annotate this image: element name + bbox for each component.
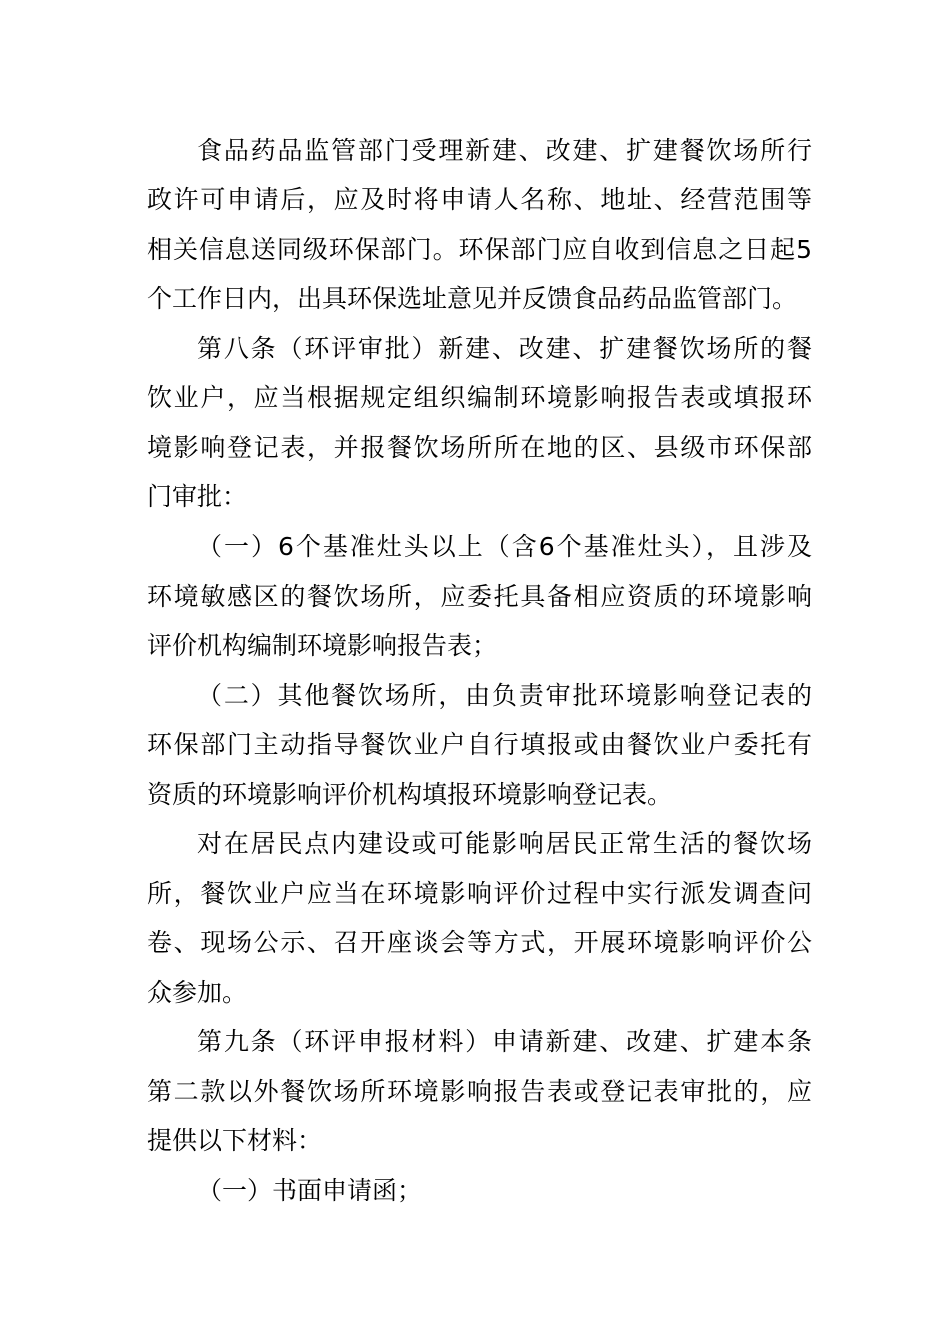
item-1-line: （一）6个基准灶头以上（含6个基准灶头），且涉及	[197, 532, 812, 561]
article-8-line: 门审批：	[147, 482, 248, 511]
article-9-line: 第九条（环评申报材料）申请新建、改建、扩建本条	[197, 1027, 812, 1056]
item-2-line: 环保部门主动指导餐饮业户自行填报或由餐饮业户委托有	[147, 730, 812, 759]
article-8-line: 第八条（环评审批）新建、改建、扩建餐饮场所的餐	[197, 334, 812, 363]
item-2-line: （二）其他餐饮场所，由负责审批环境影响登记表的	[197, 681, 812, 710]
paragraph-line: 相关信息送同级环保部门。环保部门应自收到信息之日起5	[147, 235, 812, 264]
paragraph-line: 个工作日内，出具环保选址意见并反馈食品药品监管部门。	[147, 284, 798, 313]
article-8-line: 境影响登记表，并报餐饮场所所在地的区、县级市环保部	[147, 433, 812, 462]
item-1-line: （一）书面申请函；	[197, 1176, 423, 1205]
paragraph-line: 众参加。	[147, 978, 248, 1007]
article-9-line: 提供以下材料：	[147, 1126, 323, 1155]
paragraph-line: 对在居民点内建设或可能影响居民正常生活的餐饮场	[197, 829, 812, 858]
item-2-line: 资质的环境影响评价机构填报环境影响登记表。	[147, 780, 673, 809]
item-1-line: 环境敏感区的餐饮场所，应委托具备相应资质的环境影响	[147, 582, 812, 611]
paragraph-line: 卷、现场公示、召开座谈会等方式，开展环境影响评价公	[147, 928, 812, 957]
article-8-line: 饮业户，应当根据规定组织编制环境影响报告表或填报环	[147, 383, 812, 412]
paragraph-line: 食品药品监管部门受理新建、改建、扩建餐饮场所行	[197, 136, 812, 165]
paragraph-line: 所，餐饮业户应当在环境影响评价过程中实行派发调查问	[147, 879, 812, 908]
item-1-line: 评价机构编制环境影响报告表；	[147, 631, 498, 660]
paragraph-line: 政许可申请后，应及时将申请人名称、地址、经营范围等	[147, 185, 812, 214]
article-9-line: 第二款以外餐饮场所环境影响报告表或登记表审批的，应	[147, 1077, 812, 1106]
